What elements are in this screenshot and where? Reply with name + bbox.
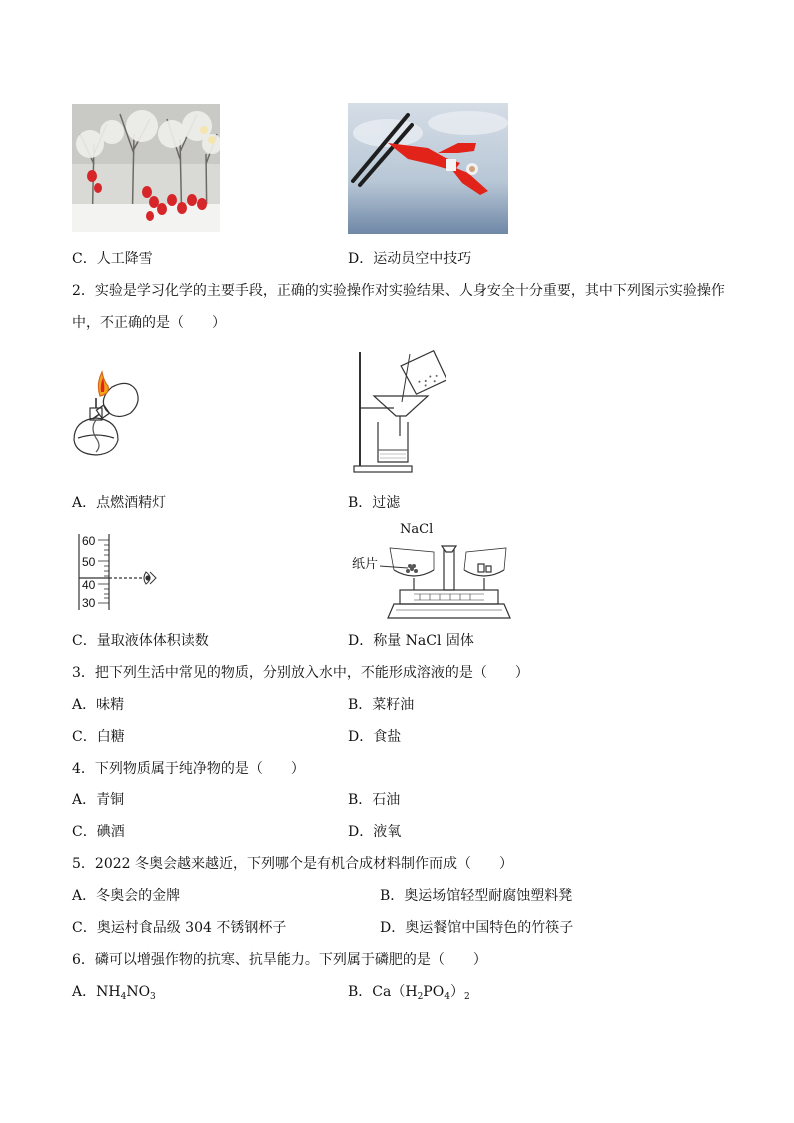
q2-option-b: B．过滤 [348, 495, 401, 511]
q5-option-a: A．冬奥会的金牌 [72, 888, 181, 904]
q6-b-mid: PO [423, 984, 445, 1000]
balance-figure [386, 538, 512, 622]
q3-option-c: C．白糖 [72, 729, 125, 745]
q6-a-sub2: 3 [150, 992, 156, 1002]
q5-stem: 5．2022 冬奥会越来越近，下列哪个是有机合成材料制作而成（ ） [72, 856, 513, 872]
q3-stem: 3．把下列生活中常见的物质，分别放入水中，不能形成溶液的是（ ） [72, 665, 529, 681]
q6-b-sub2: 4 [444, 992, 450, 1002]
paper-leader-line [380, 560, 410, 572]
balance-label-paper: 纸片 [352, 557, 379, 572]
q2-option-c: C．量取液体体积读数 [72, 633, 209, 649]
q4-stem: 4．下列物质属于纯净物的是（ ） [72, 761, 305, 777]
q2-option-a: A．点燃酒精灯 [72, 495, 167, 511]
q6-a-mid: NO [126, 984, 151, 1000]
q1-option-d: D．运动员空中技巧 [348, 251, 472, 267]
q6-b-close: ） [449, 984, 464, 1000]
q2-option-d: D．称量 NaCl 固体 [348, 633, 474, 649]
q2-stem-line2: 中，不正确的是（ ） [72, 315, 226, 331]
q6-a-sub1: 4 [120, 992, 127, 1002]
q6-option-b [348, 983, 470, 1001]
q6-b-prefix: B．Ca（H [348, 984, 418, 1000]
q5-option-d: D．奥运餐馆中国特色的竹筷子 [380, 920, 574, 936]
q3-option-d: D．食盐 [348, 729, 402, 745]
q6-a-prefix: A．NH [72, 984, 121, 1000]
alcohol-lamp-figure [70, 368, 154, 460]
q3-option-a: A．味精 [72, 697, 125, 713]
q5-option-c: C．奥运村食品级 304 不锈钢杯子 [72, 920, 287, 936]
balance-label-nacl: NaCl [400, 522, 434, 537]
q4-option-d: D．液氧 [348, 824, 402, 840]
q6-b-sub1: 2 [417, 992, 424, 1002]
aerial-skier-photo [348, 103, 508, 234]
q4-option-a: A．青铜 [72, 792, 125, 808]
q6-b-sub3: 2 [463, 992, 470, 1002]
q3-option-b: B．菜籽油 [348, 697, 415, 713]
filtration-figure [350, 350, 446, 474]
q4-option-b: B．石油 [348, 792, 401, 808]
q4-option-c: C．碘酒 [72, 824, 125, 840]
q6-option-a [72, 983, 156, 1001]
q1-option-c: C．人工降雪 [72, 251, 153, 267]
snow-street-photo [72, 104, 220, 232]
q5-option-b: B．奥运场馆轻型耐腐蚀塑料凳 [380, 888, 573, 904]
cylinder-tick-60: 60 [82, 534, 96, 548]
cylinder-tick-40: 40 [82, 578, 96, 592]
q2-stem-line1: 2．实验是学习化学的主要手段，正确的实验操作对实验结果、人身安全十分重要，其中下列图示实验操作 [72, 283, 725, 299]
cylinder-tick-50: 50 [82, 555, 96, 569]
q6-stem: 6．磷可以增强作物的抗寒、抗旱能力。下列属于磷肥的是（ ） [72, 952, 487, 968]
cylinder-tick-30: 30 [82, 596, 96, 610]
